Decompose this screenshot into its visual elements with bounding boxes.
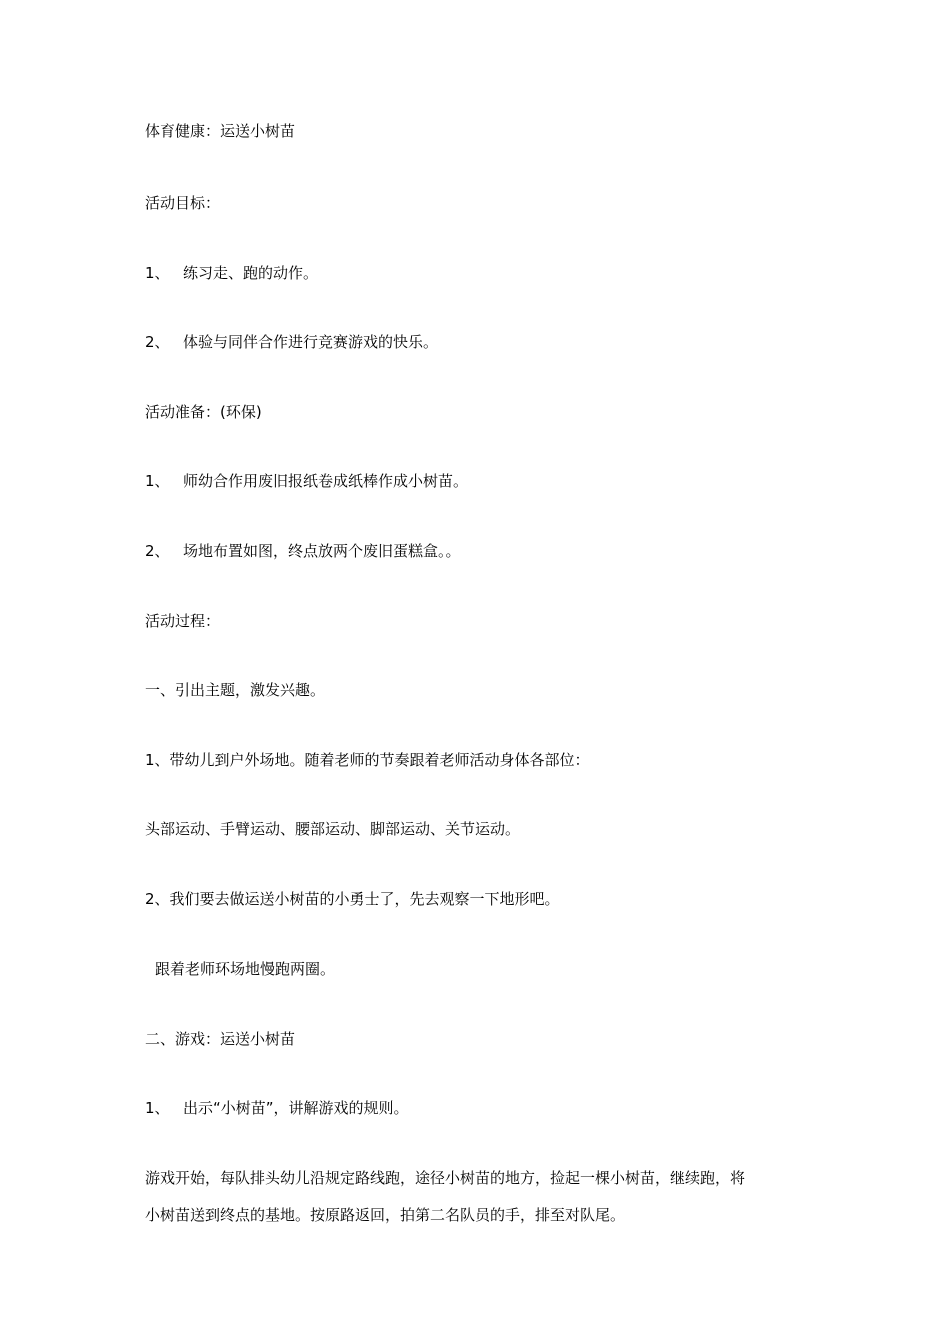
game-rule-line-2: 小树苗送到终点的基地。按原路返回，拍第二名队员的手，排至对队尾。 xyxy=(145,1206,626,1224)
prep-item-1 xyxy=(145,470,468,492)
prep-item-1-number: 1、 xyxy=(145,472,170,490)
section1-heading: 一、引出主题，激发兴趣。 xyxy=(145,681,326,699)
goal-heading: 活动目标： xyxy=(145,194,221,212)
process-heading: 活动过程： xyxy=(145,612,221,630)
goal-item-1-number: 1、 xyxy=(145,264,170,282)
goal-item-2-text: 体验与同伴合作进行竞赛游戏的快乐。 xyxy=(183,333,439,351)
section2-heading: 二、游戏：运送小树苗 xyxy=(145,1030,296,1048)
section2-item1-text: 出示“小树苗”，讲解游戏的规则。 xyxy=(183,1099,409,1117)
section1-step2: 2、我们要去做运送小树苗的小勇士了，先去观察一下地形吧。 xyxy=(145,890,560,908)
goal-item-2-number: 2、 xyxy=(145,333,170,351)
section1-step1-detail: 头部运动、手臂运动、腰部运动、脚部运动、关节运动。 xyxy=(145,820,521,838)
prep-item-2-text: 场地布置如图，终点放两个废旧蛋糕盒。。 xyxy=(183,542,461,560)
game-rule-line-1: 游戏开始，每队排头幼儿沿规定路线跑，途径小树苗的地方，捡起一棵小树苗，继续跑，将 xyxy=(145,1169,746,1187)
goal-item-1-text: 练习走、跑的动作。 xyxy=(183,264,319,282)
prep-item-2-number: 2、 xyxy=(145,542,170,560)
section2-item1 xyxy=(145,1097,409,1119)
section1-step1: 1、带幼儿到户外场地。随着老师的节奏跟着老师活动身体各部位： xyxy=(145,751,590,769)
document-title: 体育健康：运送小树苗 xyxy=(145,122,296,140)
goal-item-1 xyxy=(145,262,318,284)
prep-item-1-text: 师幼合作用废旧报纸卷成纸棒作成小树苗。 xyxy=(183,472,469,490)
prep-item-2 xyxy=(145,540,461,562)
section2-item1-number: 1、 xyxy=(145,1099,170,1117)
prep-heading: 活动准备：(环保) xyxy=(145,403,262,421)
goal-item-2 xyxy=(145,331,438,353)
section1-step2-detail: 跟着老师环场地慢跑两圈。 xyxy=(155,960,336,978)
